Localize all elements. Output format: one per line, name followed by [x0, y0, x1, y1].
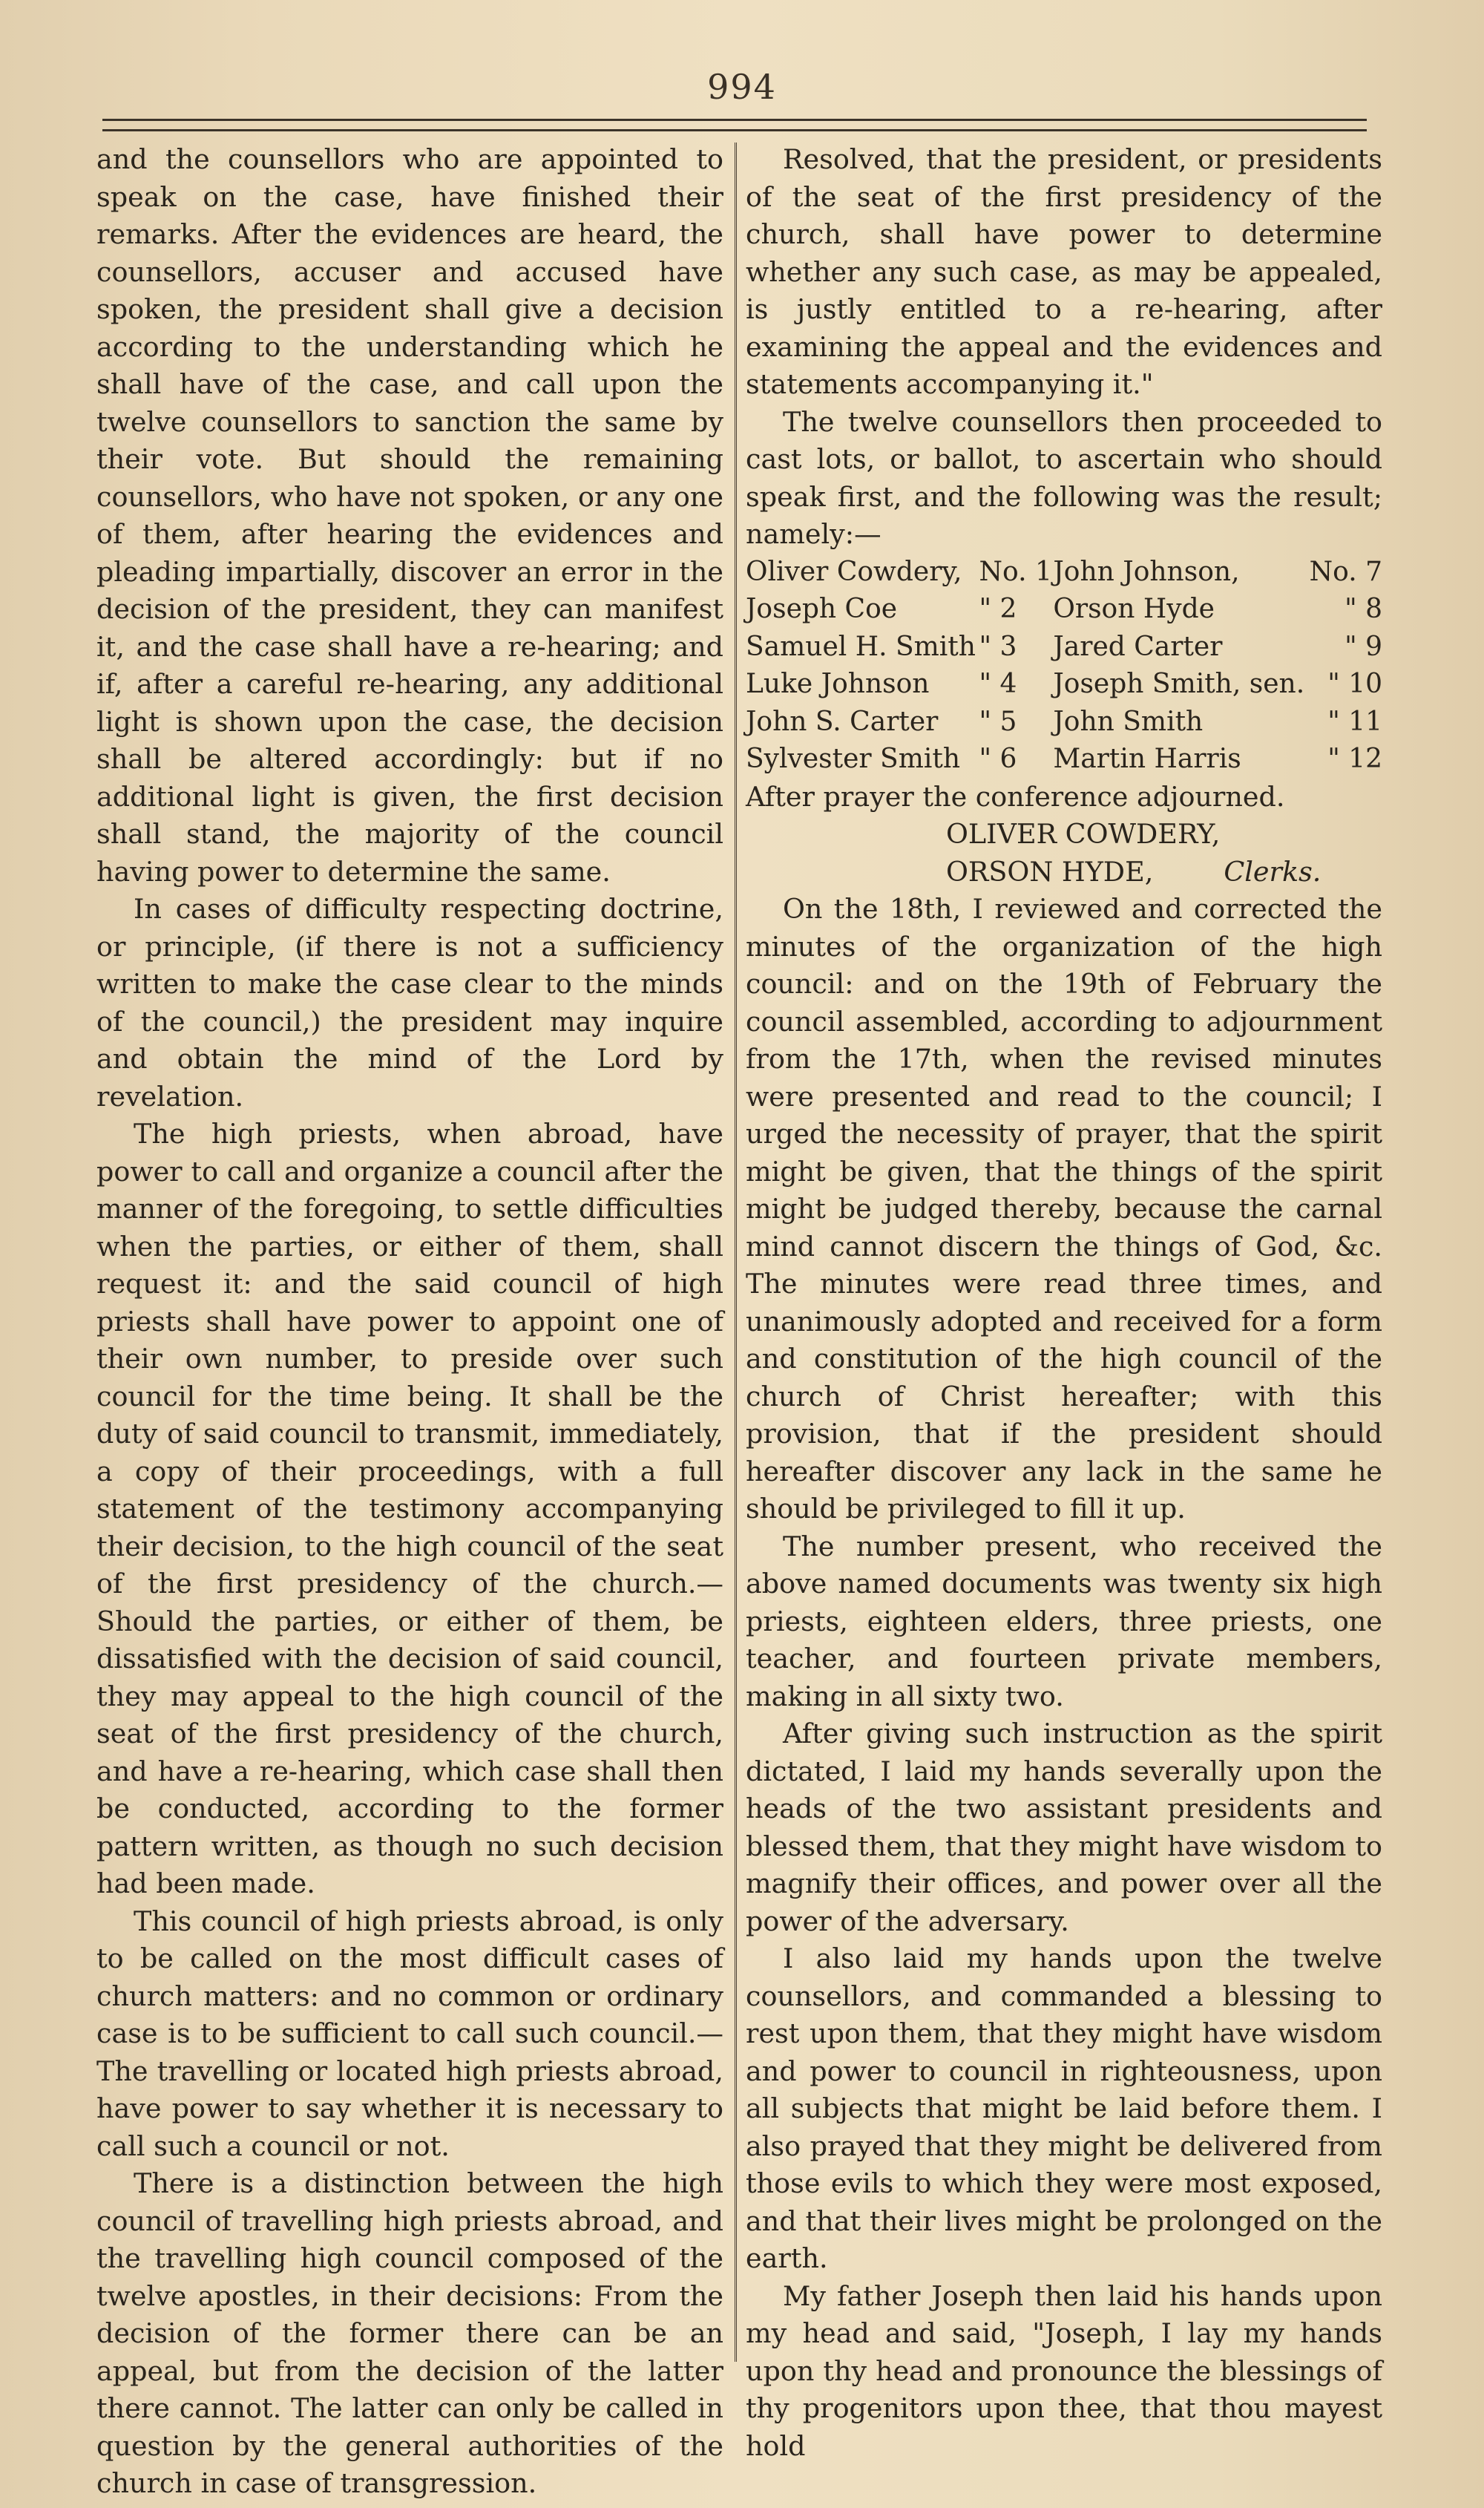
- paragraph: and the counsellors who are appointed to speak on the case, have finished their remarks. After the evidences are heard, the counsellors, accuser and accused have spoken, the president shall give a decision according to the understanding which he shall have of the case, and call upon the twelve counsellors to sanction the same by their vote. But should the remaining counsellors, who have not spoken, or any one of them, after hearing the evidences and pleading impartially, discover an error in the decision of the president, they can manifest it, and the case shall have a re-hearing; and if, after a careful re-hearing, any additional light is shown upon the case, the decision shall be altered accordingly: but if no additional light is given, the first decision shall stand, the majority of the council having power to determine the same.: [96, 143, 723, 888]
- paragraph: After giving such instruction as the spirit dictated, I laid my hands severally upon the heads of the two assistant presidents and blessed them, that they might have wisdom to magnify their offices, and power over all the power of the adversary.: [746, 1718, 1382, 1937]
- paragraph: I also laid my hands upon the twelve counsellors, and commanded a blessing to rest upon them, that they might have wisdom and power to council in righteousness, upon all subjects that might be laid before them. I also prayed that they might be delivered from those evils to which they were most exposed, and that their lives might be prolonged on the earth.: [746, 1942, 1382, 2274]
- header-rule: [102, 129, 1367, 131]
- roster-number: " 5: [979, 706, 1017, 737]
- roster-row: [746, 591, 1382, 629]
- roster-number: No. 1: [979, 556, 1052, 587]
- resolution-paragraph: Resolved, that the president, or presidents of the seat of the first presidency of the church, shall have power to determine whether any such case, as may be appealed, is justly entitled to a re-hearing, after examining the appeal and the evidences and statements accompanying it.": [746, 143, 1382, 400]
- roster-number: " 3: [979, 631, 1017, 662]
- roster-number: " 10: [1327, 669, 1382, 699]
- paragraph: On the 18th, I reviewed and corrected the minutes of the organization of the high council: and on the 19th of February the council assembled, according to adjournment from the 17th, when the revised minutes were presented and read to the council; I urged the necessity of prayer, that the spirit might be given, that the things of the spirit might be judged thereby, because the carnal mind cannot discern the things of God, &c. The minutes were read three times, and unanimously adopted and received for a form and constitution of the high council of the church of Christ hereafter; with this provision, that if the president should hereafter discover any lack in the same he should be privileged to fill it up.: [746, 893, 1382, 1525]
- header-rule: [102, 119, 1367, 121]
- clerk-line: [746, 854, 1382, 891]
- roster-number: " 11: [1327, 706, 1382, 737]
- roster-number: " 6: [979, 744, 1017, 774]
- roster-number: " 8: [1345, 594, 1382, 624]
- roster-name: Sylvester Smith: [746, 744, 961, 774]
- column-divider: [735, 143, 737, 2362]
- roster-row: [746, 704, 1382, 741]
- paragraph: There is a distinction between the high council of travelling high priests abroad, and the travelling high council composed of the twelve apostles, in their decisions: From the decision of the former there can be an appeal, but from the decision of the latter there cannot. The latter can only be called in question by the general authorities of the church in case of transgression.: [96, 2167, 723, 2499]
- page-number: 994: [707, 67, 777, 107]
- paragraph: The high priests, when abroad, have power to call and organize a council after the manner of the foregoing, to settle difficulties when the parties, or either of them, shall request it: and the said council of high priests shall have power to appoint one of their own number, to preside over such council for the time being. It shall be the duty of said council to transmit, immediately, a copy of their proceedings, with a full statement of the testimony accompanying their decision, to the high council of the seat of the first presidency of the church.— Should the parties, or either of them, be dissatisfied with the decision of said council, they may appeal to the high council of the seat of the first presidency of the church, and have a re-hearing, which case shall then be conducted, according to the former pattern written, as though no such decision had been made.: [96, 1118, 723, 1899]
- roster-number: " 4: [979, 669, 1017, 699]
- roster-name: John S. Carter: [746, 706, 939, 737]
- paragraph: This council of high priests abroad, is only to be called on the most difficult cases of church matters: and no common or ordinary case is to be sufficient to call such council.— The travelling or located high priests abroad, have power to say whether it is necessary to call such a council or not.: [96, 1905, 723, 2162]
- roster-number: " 2: [979, 594, 1017, 624]
- roster-name: Samuel H. Smith: [746, 631, 976, 662]
- roster-name: John Smith: [1053, 706, 1204, 737]
- roster-row: [746, 554, 1382, 592]
- left-column: [96, 141, 723, 2503]
- clerk-name: ORSON HYDE,: [946, 855, 1154, 888]
- roster-row: [746, 666, 1382, 704]
- roster-name: Joseph Smith, sen.: [1053, 669, 1305, 699]
- roster-number: " 9: [1345, 631, 1382, 662]
- roster-number: No. 7: [1309, 556, 1382, 587]
- roster-row: [746, 629, 1382, 667]
- right-column: [746, 141, 1382, 2465]
- clerks-signoff: [746, 816, 1382, 891]
- paragraph: My father Joseph then laid his hands upon my head and said, "Joseph, I lay my hands upon thy head and pronounce the blessings of thy progenitors upon thee, that thou mayest hold: [746, 2279, 1382, 2462]
- roster-name: Jared Carter: [1053, 631, 1223, 662]
- roster-name: Oliver Cowdery,: [746, 556, 962, 587]
- roster-name: Luke Johnson: [746, 669, 930, 699]
- ballot-intro: The twelve counsellors then proceeded to cast lots, or ballot, to ascertain who should speak first, and the following was the result; namely:—: [746, 405, 1382, 550]
- paragraph: The number present, who received the above named documents was twenty six high priests, eighteen elders, three priests, one teacher, and fourteen private members, making in all sixty two.: [746, 1530, 1382, 1712]
- paragraph: In cases of difficulty respecting doctrine, or principle, (if there is not a sufficiency written to make the case clear to the minds of the council,) the president may inquire and obtain the mind of the Lord by revelation.: [96, 893, 723, 1113]
- roster-name: Joseph Coe: [746, 594, 898, 624]
- roster-row: [746, 741, 1382, 779]
- counsellor-roster: [746, 554, 1382, 779]
- roster-name: Martin Harris: [1053, 744, 1241, 774]
- adjournment-line: After prayer the conference adjourned.: [746, 780, 1285, 813]
- clerks-label: Clerks.: [1224, 855, 1322, 888]
- roster-name: Orson Hyde: [1053, 594, 1215, 624]
- clerk-name: OLIVER COWDERY,: [946, 818, 1221, 850]
- roster-name: John Johnson,: [1053, 556, 1240, 587]
- roster-number: " 12: [1327, 744, 1382, 774]
